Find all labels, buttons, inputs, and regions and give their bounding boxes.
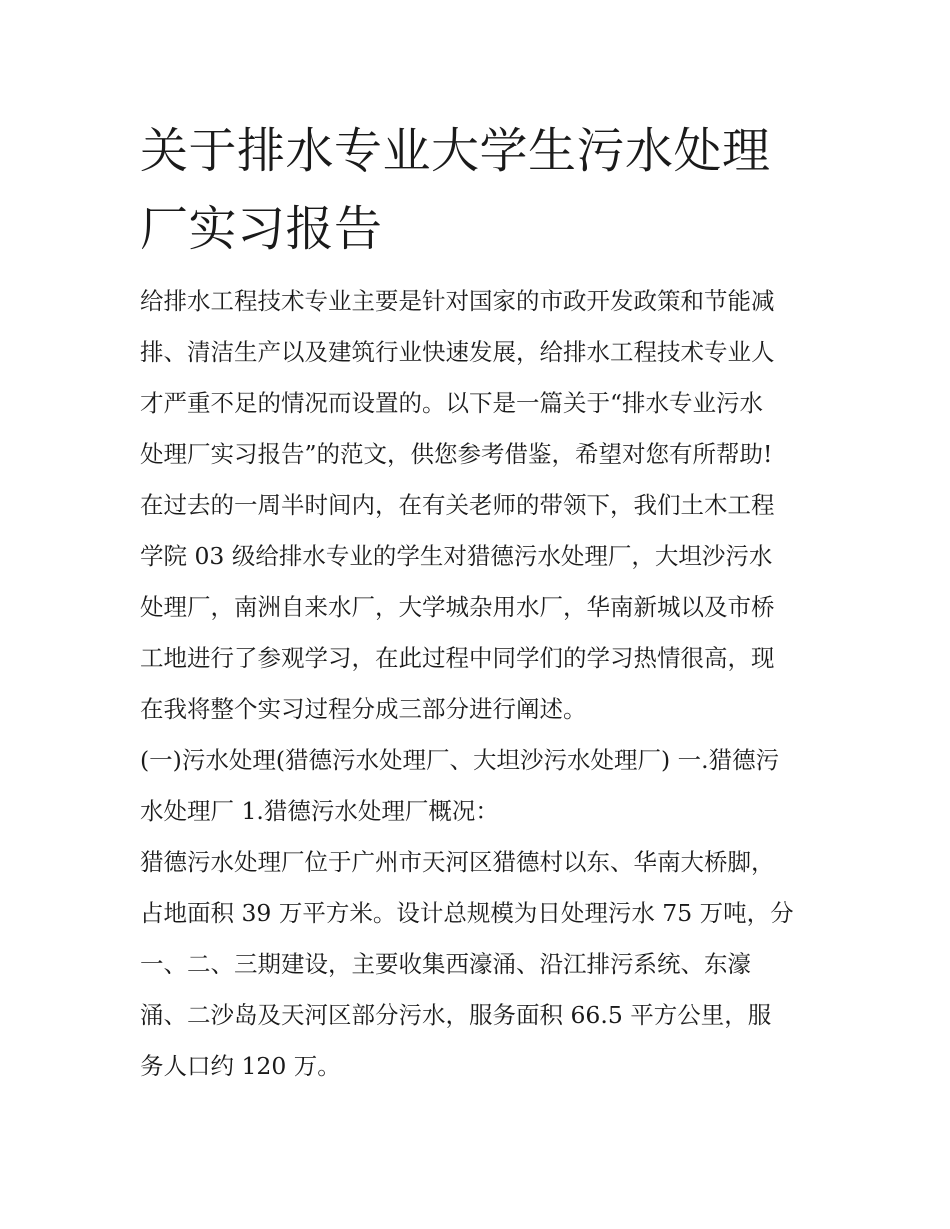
page-title [140, 112, 820, 268]
title-line-1: 关于排水专业大学生污水处理 [140, 123, 771, 179]
text-line: 处理厂实习报告”的范文，供您参考借鉴，希望对您有所帮助! [140, 440, 773, 468]
title-line-2: 厂实习报告 [140, 201, 383, 257]
text-line: 学院 03 级给排水专业的学生对猎德污水处理厂，大坦沙污水 [140, 542, 773, 570]
text-line: 占地面积 39 万平方米。设计总规模为日处理污水 75 万吨，分 [140, 899, 794, 927]
text-line: 涌、二沙岛及天河区部分污水，服务面积 66.5 平方公里，服 [140, 1001, 772, 1029]
text-line: 处理厂，南洲自来水厂，大学城杂用水厂，华南新城以及市桥 [140, 593, 775, 621]
text-line: 一、二、三期建设，主要收集西濠涌、沿江排污系统、东濠 [140, 950, 751, 978]
text-line: 才严重不足的情况而设置的。以下是一篇关于“排水专业污水 [140, 389, 764, 417]
text-line: (一)污水处理(猎德污水处理厂、大坦沙污水处理厂) 一.猎德污 [140, 746, 780, 774]
text-line: 猎德污水处理厂位于广州市天河区猎德村以东、华南大桥脚， [140, 848, 775, 876]
text-line: 工地进行了参观学习，在此过程中同学们的学习热情很高，现 [140, 644, 775, 672]
text-line: 水处理厂 1.猎德污水处理厂概况： [140, 797, 499, 825]
text-line: 给排水工程技术专业主要是针对国家的市政开发政策和节能减 [140, 287, 775, 315]
text-line: 在我将整个实习过程分成三部分进行阐述。 [140, 695, 587, 723]
body-text [140, 276, 830, 1092]
text-line: 排、清洁生产以及建筑行业快速发展，给排水工程技术专业人 [140, 338, 775, 366]
text-line: 在过去的一周半时间内，在有关老师的带领下，我们土木工程 [140, 491, 775, 519]
text-line: 务人口约 120 万。 [140, 1052, 341, 1080]
